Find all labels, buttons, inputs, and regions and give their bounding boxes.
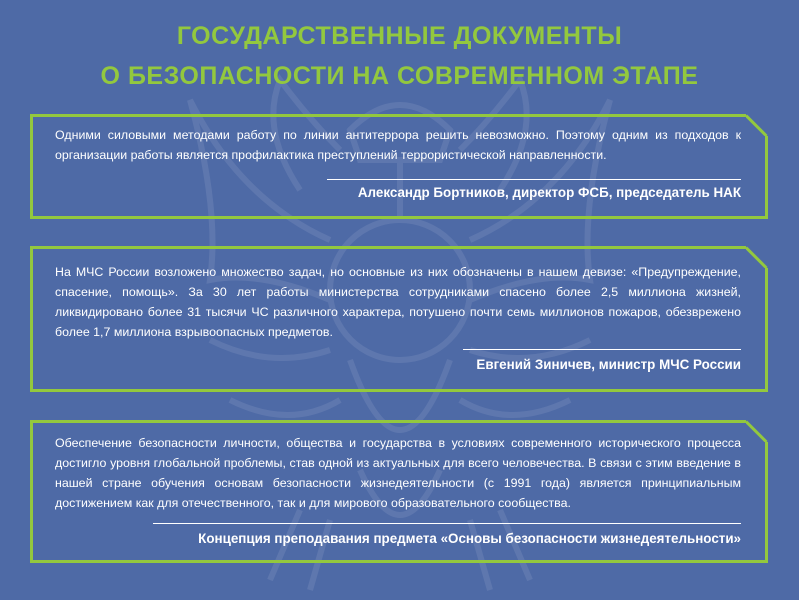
folded-corner-icon bbox=[746, 246, 768, 268]
quote-text: Обеспечение безопасности личности, общества и государства в условиях современного исторического процесса достигло уровня глобальной проблемы, став одной из актуальных для всего человечества. В связи с этим введение в нашей стране обучения основам безопасности жизнедеятельности (с 1991 года) является принципиальным достижением как для отечественного, так и для мирового образовательного сообщества. bbox=[55, 436, 741, 510]
page-title-line-1: ГОСУДАРСТВЕННЫЕ ДОКУМЕНТЫ bbox=[176, 22, 623, 50]
quote-card-zinichev bbox=[30, 246, 768, 392]
quote-text: На МЧС России возложено множество задач, но основные из них обозначены в нашем девизе: «Предупреждение, спасение, помощь». За 30 лет работы министерства сотрудниками спасено более 2,5 миллиона жизней, ликвидировано более 31 тысячи ЧС различного характера, потушено почти семь миллионов пожаров, обезврежено более 1,7 миллиона взрывоопасных предметов. bbox=[55, 265, 741, 339]
quote-author: Концепция преподавания предмета «Основы безопасности жизнедеятельности» bbox=[198, 531, 741, 546]
quote-card-obzh-concept bbox=[30, 420, 768, 563]
author-divider bbox=[463, 349, 741, 350]
folded-corner-icon bbox=[746, 114, 768, 136]
page-title-line-2: О БЕЗОПАСНОСТИ НА СОВРЕМЕННОМ ЭТАПЕ bbox=[100, 62, 699, 90]
author-divider bbox=[327, 179, 741, 180]
quote-text: Одними силовыми методами работу по линии антитеррора решить невозможно. Поэтому одним из подходов к организации работы является профилактика преступлений террористической направленности. bbox=[55, 128, 741, 162]
author-divider bbox=[153, 523, 741, 524]
quote-author: Александр Бортников, директор ФСБ, председатель НАК bbox=[357, 185, 741, 200]
quote-author: Евгений Зиничев, министр МЧС России bbox=[476, 357, 741, 372]
quote-card-bortnikov bbox=[30, 114, 768, 219]
folded-corner-icon bbox=[746, 420, 768, 442]
